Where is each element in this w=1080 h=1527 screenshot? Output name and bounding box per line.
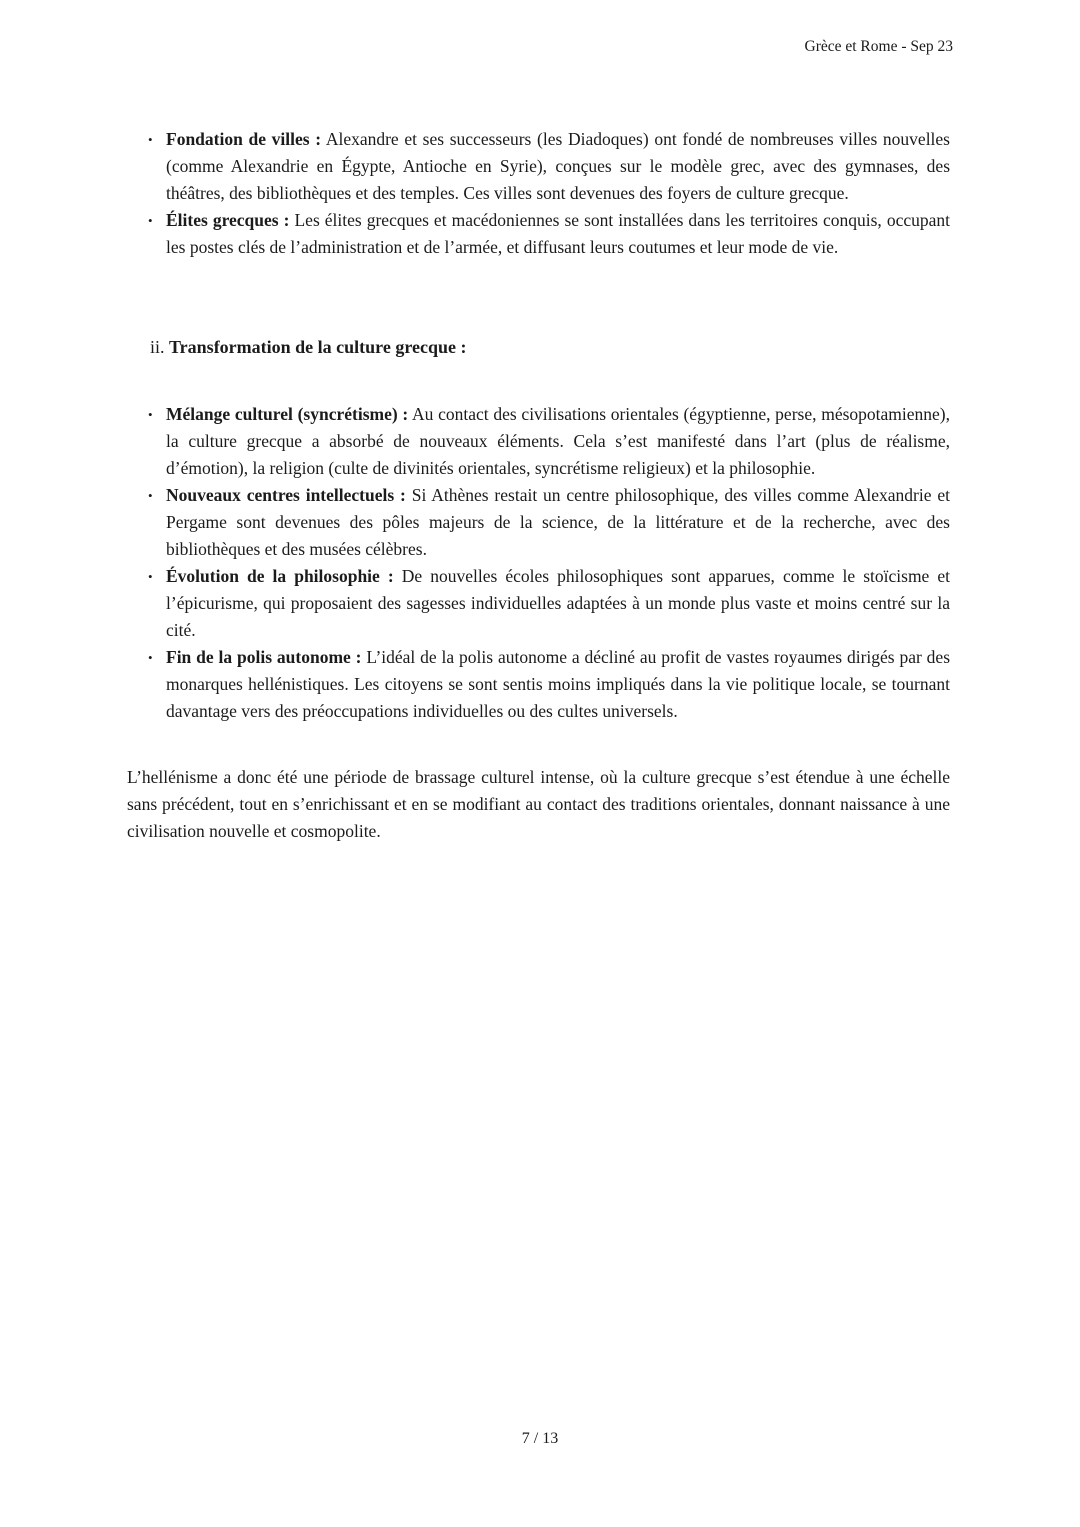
bullet-text: De nouvelles écoles philosophiques sont apparues, comme le stoïcisme et l’épicurisme, qui proposaient des sagesses individuelles adaptées à un monde plus vaste et moins centré sur la cité. [166, 566, 951, 640]
bullet-label: Fin de la polis autonome : [166, 647, 362, 667]
list-item [127, 482, 950, 563]
bullet-text: Si Athènes restait un centre philosophique, des villes comme Alexandrie et Pergame sont devenues des pôles majeurs de la science, de la littérature et de la recherche, avec des bibliothèques et des musées célèbres. [166, 485, 951, 559]
bullet-text: Alexandre et ses successeurs (les Diadoques) ont fondé de nombreuses villes nouvelles (comme Alexandrie en Égypte, Antioche en Syrie), conçues sur le modèle grec, avec des gymnases, des théâtres, des bibliothèques et des temples. Ces villes sont devenues des foyers de culture grecque. [166, 129, 950, 203]
bullet-marker-icon: • [148, 213, 153, 228]
bullet-label: Nouveaux centres intellectuels : [166, 485, 406, 505]
list-item [127, 563, 950, 644]
bullet-label: Fondation de villes : [166, 129, 322, 149]
list-item [127, 401, 950, 482]
bullet-label: Élites grecques : [166, 210, 290, 230]
bullet-list-culture-transformation [127, 401, 950, 725]
subsection-heading [150, 334, 950, 361]
bullet-label: Évolution de la philosophie : [166, 566, 394, 586]
bullet-marker-icon: • [148, 650, 153, 665]
page-content [127, 126, 950, 845]
bullet-text: L’idéal de la polis autonome a décliné au profit de vastes royaumes dirigés par des monarques hellénistiques. Les citoyens se sont sentis moins impliqués dans la vie politique locale, se tournant davantage vers des préoccupations individuelles ou des cultes universels. [166, 647, 951, 721]
running-title: Grèce et Rome - Sep 23 [804, 38, 953, 55]
page-footer [0, 1428, 1080, 1450]
closing-paragraph: L’hellénisme a donc été une période de brassage culturel intense, où la culture grecque s’est étendue à une échelle sans précédent, tout en s’enrichissant et en se modifiant au contact des traditions orientales, donnant naissance à une civilisation nouvelle et cosmopolite. [127, 767, 950, 841]
bullet-label: Mélange culturel (syncrétisme) : [166, 404, 409, 424]
subsection-numeral: ii. [150, 337, 165, 357]
bullet-text: Au contact des civilisations orientales (égyptienne, perse, mésopotamienne), la culture grecque a absorbé de nouveaux éléments. Cela s’est manifesté dans l’art (plus de réalisme, d’émotion), la religion (culte de divinités orientales, syncrétisme religieux) et la philosophie. [166, 404, 950, 478]
bullet-text: Les élites grecques et macédoniennes se sont installées dans les territoires conquis, occupant les postes clés de l’administration et de l’armée, et diffusant leurs coutumes et leur mode de vie. [166, 210, 950, 257]
list-item [127, 644, 950, 725]
bullet-marker-icon: • [148, 132, 153, 147]
bullet-marker-icon: • [148, 569, 153, 584]
list-item [127, 126, 950, 207]
page-number: 7 / 13 [521, 1430, 559, 1447]
list-item [127, 207, 950, 261]
bullet-list-hellenistic-spread [127, 126, 950, 261]
page-header [0, 0, 1080, 57]
bullet-marker-icon: • [148, 407, 153, 422]
subsection-title: Transformation de la culture grecque : [169, 337, 467, 357]
bullet-marker-icon: • [148, 488, 153, 503]
